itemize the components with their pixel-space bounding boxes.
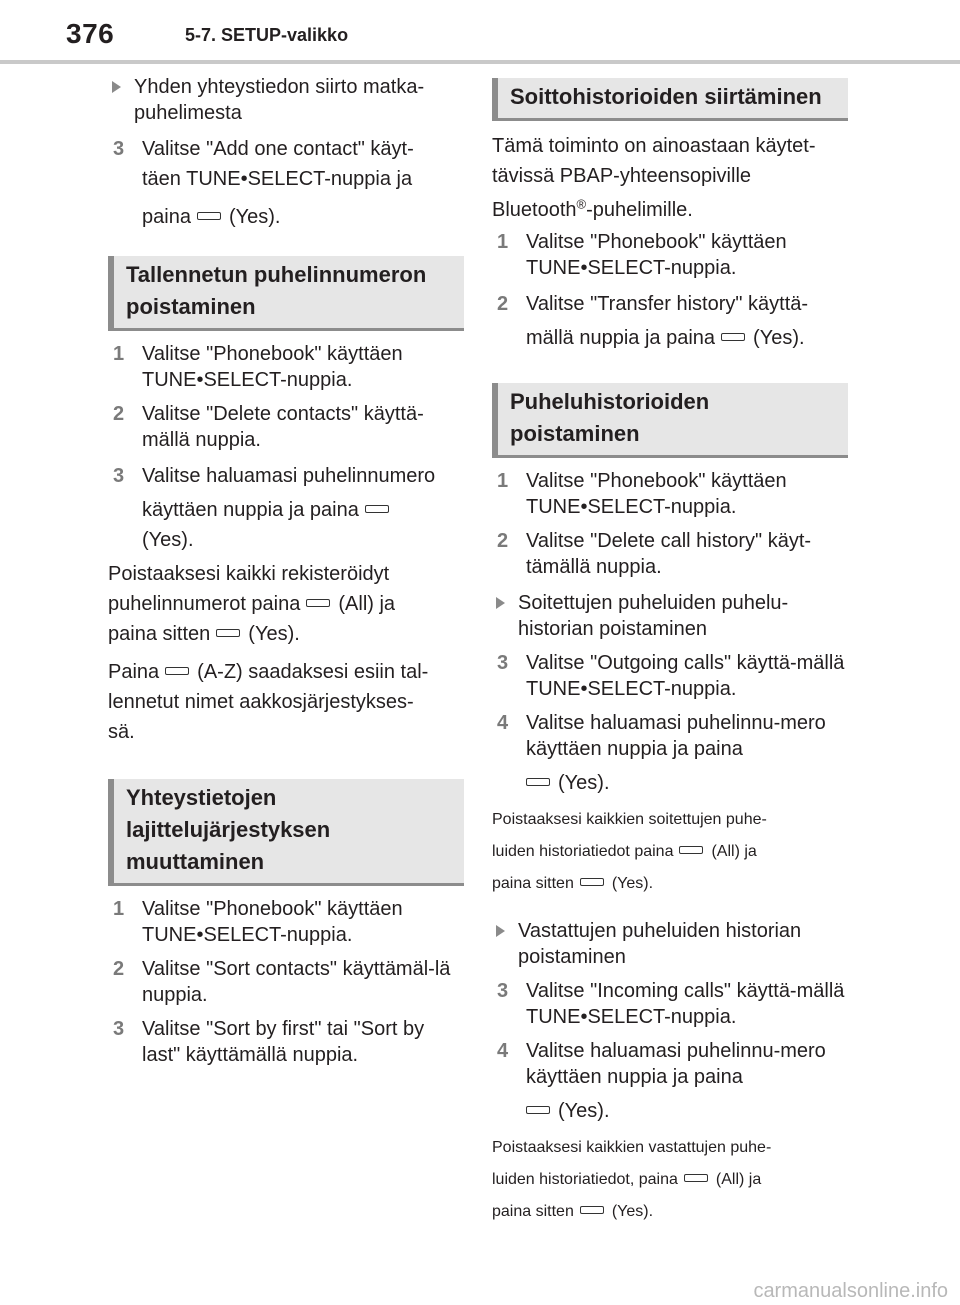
step-item <box>492 528 848 580</box>
paragraph-text: -puhelimille. <box>586 199 693 221</box>
step-line: Valitse "Transfer history" käyttä- <box>526 293 809 315</box>
step-line: Valitse "Add one contact" käyt- <box>142 138 414 160</box>
step-text: Valitse "Outgoing calls" käyttä-mällä TUNE•SELECT-nuppia. <box>526 652 845 700</box>
step-item <box>492 289 848 353</box>
step-text: (Yes). <box>558 1100 610 1122</box>
triangle-bullet-icon <box>496 925 505 937</box>
triangle-bullet-icon <box>112 81 121 93</box>
paragraph-line: sä. <box>108 721 135 743</box>
paragraph-line <box>108 619 464 649</box>
paragraph-text: puhelinnumerot paina <box>108 593 301 615</box>
page-header <box>0 0 960 64</box>
note-line: Poistaaksesi kaikkien vastattujen puhe- <box>492 1139 772 1156</box>
screen-button-icon <box>580 878 604 886</box>
step-number: 2 <box>497 530 509 552</box>
step-number: 2 <box>497 293 509 315</box>
screen-button-icon <box>721 333 745 341</box>
step-line <box>526 770 848 796</box>
note-line: Poistaaksesi kaikkien soitettujen puhe- <box>492 811 767 828</box>
step-text: Valitse "Phonebook" käyttäen TUNE•SELECT-nuppia. <box>526 470 787 518</box>
step-line: Valitse haluamasi puhelinnumero <box>142 465 436 487</box>
step-number: 3 <box>113 1018 125 1040</box>
paragraph-line: lennetut nimet aakkosjärjestykses- <box>108 691 414 713</box>
step-item <box>108 341 464 393</box>
paragraph <box>492 131 848 225</box>
section-heading: Puheluhistorioiden poistaminen <box>492 383 848 458</box>
paragraph <box>108 559 464 649</box>
step-text: Valitse "Sort by first" tai "Sort by last" käyttämällä nuppia. <box>142 1018 425 1066</box>
step-item <box>108 401 464 453</box>
step-number: 1 <box>113 343 125 365</box>
step-text: käyttäen nuppia ja paina <box>142 499 359 521</box>
paragraph-text: Bluetooth <box>492 199 577 221</box>
paragraph-text: (Yes). <box>248 623 300 645</box>
header-divider <box>0 60 960 64</box>
paragraph-text: Paina <box>108 661 160 683</box>
paragraph-text: paina sitten <box>108 623 211 645</box>
step-text: Valitse "Phonebook" käyttäen TUNE•SELECT-nuppia. <box>142 898 403 946</box>
left-column <box>108 68 464 1076</box>
screen-button-icon <box>365 505 389 513</box>
site-watermark: carmanualsonline.info <box>753 1280 948 1302</box>
page-number: 376 <box>66 18 115 49</box>
screen-button-icon <box>216 629 240 637</box>
right-column <box>492 68 848 1228</box>
step-number: 2 <box>113 958 125 980</box>
registered-mark: ® <box>576 196 587 212</box>
screen-button-icon <box>580 1206 604 1214</box>
note-text: paina sitten <box>492 875 574 892</box>
step-item <box>492 229 848 281</box>
note-line <box>492 868 848 900</box>
screen-button-icon <box>197 212 221 220</box>
step-text: (Yes). <box>753 327 805 349</box>
section-heading: Soittohistorioiden siirtäminen <box>492 78 848 121</box>
screen-button-icon <box>526 1106 550 1114</box>
bullet-text: Soitettujen puheluiden puhelu-historian poistaminen <box>518 592 789 640</box>
note-paragraph <box>492 804 848 900</box>
step-number: 3 <box>113 465 125 487</box>
screen-button-icon <box>526 778 550 786</box>
step-text: Valitse "Phonebook" käyttäen TUNE•SELECT-nuppia. <box>526 231 787 279</box>
triangle-bullet-icon <box>496 597 505 609</box>
step-text: paina <box>142 206 191 228</box>
step-number: 4 <box>497 712 509 734</box>
step-item <box>108 134 464 232</box>
step-item <box>108 1016 464 1068</box>
step-line: täen TUNE•SELECT-nuppia ja <box>142 168 413 190</box>
bullet-item <box>108 74 464 126</box>
note-text: (All) ja <box>711 843 757 860</box>
note-text: (Yes). <box>611 1203 654 1220</box>
step-number: 2 <box>113 403 125 425</box>
step-text: (Yes). <box>558 772 610 794</box>
bullet-item <box>492 918 848 970</box>
bullet-item <box>492 590 848 642</box>
step-text: Valitse "Incoming calls" käyttä-mällä TUNE•SELECT-nuppia. <box>526 980 845 1028</box>
paragraph-line: tävissä PBAP-yhteensopiville <box>492 165 752 187</box>
note-text: paina sitten <box>492 1203 574 1220</box>
step-item <box>492 978 848 1030</box>
chapter-title: 5-7. SETUP-valikko <box>185 25 349 45</box>
step-item <box>492 1038 848 1124</box>
step-line <box>526 1098 848 1124</box>
screen-button-icon <box>679 846 703 854</box>
step-text: Valitse haluamasi puhelinnu-mero käyttäen nuppia ja paina <box>526 712 826 760</box>
step-number: 1 <box>113 898 125 920</box>
paragraph-line <box>492 195 848 225</box>
note-line <box>492 1164 848 1196</box>
step-item <box>108 956 464 1008</box>
note-line <box>492 1196 848 1228</box>
step-item <box>108 461 464 555</box>
step-text: Valitse "Delete contacts" käyttä-mällä nuppia. <box>142 403 424 451</box>
screen-button-icon <box>165 667 189 675</box>
step-line <box>142 495 464 525</box>
step-line <box>526 323 848 353</box>
paragraph-line: Tämä toiminto on ainoastaan käytet- <box>492 135 816 157</box>
paragraph <box>108 657 464 747</box>
note-text: (All) ja <box>715 1171 762 1188</box>
step-text: (Yes). <box>228 206 281 228</box>
paragraph-line <box>108 589 464 619</box>
step-text: mällä nuppia ja paina <box>526 327 716 349</box>
paragraph-line: Poistaaksesi kaikki rekisteröidyt <box>108 563 390 585</box>
step-number: 3 <box>113 138 125 160</box>
note-line <box>492 836 848 868</box>
bullet-text: Vastattujen puheluiden historian poistaminen <box>518 920 802 968</box>
step-text: Valitse haluamasi puhelinnu-mero käyttäen nuppia ja paina <box>526 1040 826 1088</box>
step-number: 1 <box>497 231 509 253</box>
step-number: 3 <box>497 980 509 1002</box>
paragraph-line <box>108 657 464 687</box>
step-number: 1 <box>497 470 509 492</box>
step-text: Valitse "Phonebook" käyttäen TUNE•SELECT-nuppia. <box>142 343 403 391</box>
step-item <box>492 468 848 520</box>
step-number: 4 <box>497 1040 509 1062</box>
section-heading: Yhteystietojen lajittelujärjestyksen muuttaminen <box>108 779 464 886</box>
note-text: luiden historiatiedot paina <box>492 843 674 860</box>
step-line <box>142 202 464 232</box>
bullet-text: Yhden yhteystiedon siirto matka-puhelimesta <box>134 76 425 124</box>
step-text: Valitse "Delete call history" käyt-tämällä nuppia. <box>526 530 812 578</box>
step-item <box>492 710 848 796</box>
section-heading: Tallennetun puhelinnumeron poistaminen <box>108 256 464 331</box>
step-item <box>108 896 464 948</box>
step-line: (Yes). <box>142 529 194 551</box>
note-paragraph <box>492 1132 848 1228</box>
note-text: (Yes). <box>611 875 654 892</box>
paragraph-text: (A-Z) saadaksesi esiin tal- <box>197 661 429 683</box>
note-text: luiden historiatiedot, paina <box>492 1171 678 1188</box>
paragraph-text: (All) ja <box>338 593 396 615</box>
step-number: 3 <box>497 652 509 674</box>
step-item <box>492 650 848 702</box>
screen-button-icon <box>684 1174 708 1182</box>
step-text: Valitse "Sort contacts" käyttämäl-lä nuppia. <box>142 958 451 1006</box>
screen-button-icon <box>306 599 330 607</box>
